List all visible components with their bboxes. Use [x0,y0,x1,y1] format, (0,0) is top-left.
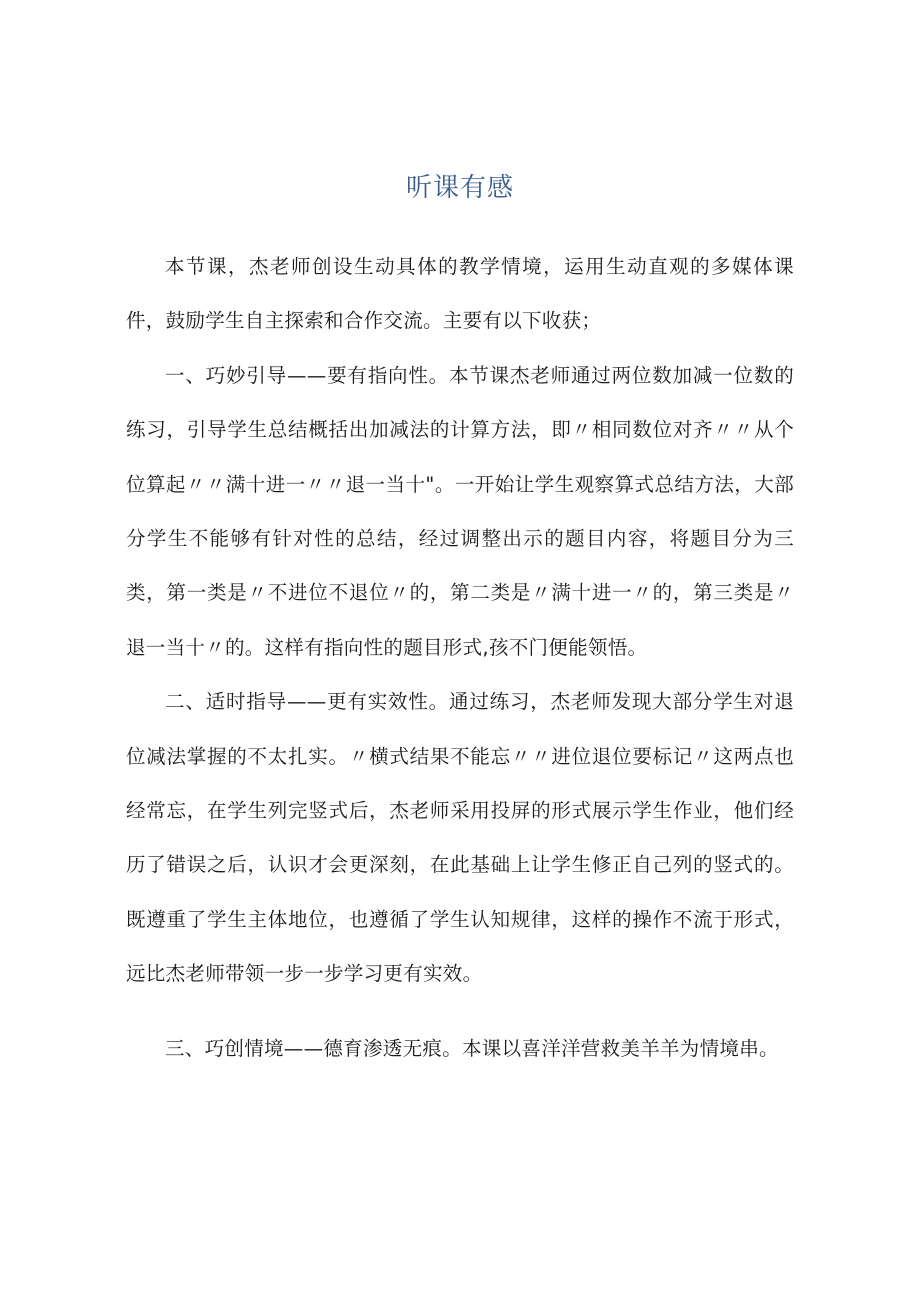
document-body [126,240,794,1076]
document-title: 听课有感 [405,173,514,203]
paragraph-point-three: 三、巧创情境——德育渗透无痕。本课以喜洋洋营救美羊羊为情境串。 [165,1036,779,1060]
paragraph-point-two: 二、适时指导——更有实效性。通过练习，杰老师发现大部分学生对退位减法掌握的不太扎实。〃横式结果不能忘〃〃进位退位要标记〃这两点也经常忘，在学生列完竖式后，杰老师采用投屏的形式展示学生作业，他们经历了错误之后，认识才会更深刻，在此基础上让学生修正自己列的竖式的。既遵重了学生主体地位，也遵循了学生认知规律，这样的操作不流于形式，远比杰老师带领一步一步学习更有实效。 [126,690,794,986]
paragraph-intro: 本节课，杰老师创设生动具体的教学情境，运用生动直观的多媒体课件，鼓励学生自主探索和合作交流。主要有以下收获； [126,255,794,333]
paragraph-point-one: 一、巧妙引导——要有指向性。本节课杰老师通过两位数加减一位数的练习，引导学生总结概括出加减法的计算方法，即〃相同数位对齐〃〃从个位算起〃〃满十进一〃〃退一当十"。一开始让学生观察算式总结方法，大部分学生不能够有针对性的总结，经过调整出示的题目内容，将题目分为三类，第一类是〃不进位不退位〃的，第二类是〃满十进一〃的，第三类是〃退一当十〃的。这样有指向性的题目形式,孩不门便能领悟。 [126,363,794,659]
